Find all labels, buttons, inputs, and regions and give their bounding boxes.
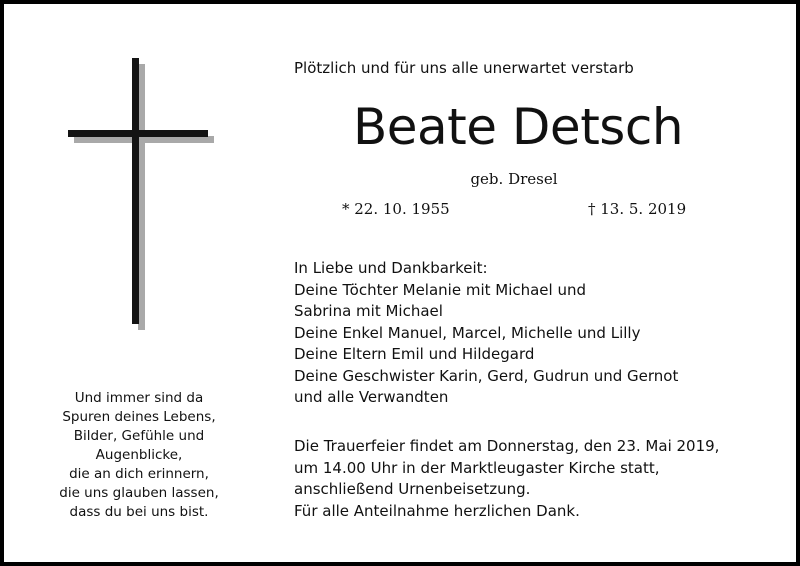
death-date: † 13. 5. 2019	[588, 200, 687, 218]
mourners-list	[294, 258, 678, 409]
cross-shadow-horizontal	[74, 136, 214, 143]
poem-line: die an dich erinnern,	[69, 466, 209, 482]
cross-icon	[64, 58, 214, 333]
poem-line: Augenblicke,	[95, 447, 183, 463]
deceased-name: Beate Detsch	[352, 98, 684, 156]
cross-shadow-vertical	[138, 64, 145, 330]
birth-name: geb. Dresel	[470, 170, 558, 188]
poem-line: die uns glauben lassen,	[59, 485, 219, 501]
memorial-poem	[34, 389, 244, 522]
poem-line: Spuren deines Lebens,	[62, 409, 216, 425]
service-line: Die Trauerfeier findet am Donnerstag, den 23. Mai 2019,	[294, 437, 720, 455]
mourners-line: Deine Töchter Melanie mit Michael und	[294, 280, 587, 299]
poem-line: Bilder, Gefühle und	[73, 428, 205, 444]
mourners-line: Deine Geschwister Karin, Gerd, Gudrun und Gernot	[294, 366, 679, 385]
mourners-line: und alle Verwandten	[294, 388, 449, 406]
poem-line: Und immer sind da	[74, 390, 204, 406]
mourners-line: In Liebe und Dankbarkeit:	[294, 259, 488, 277]
service-line: anschließend Urnenbeisetzung.	[294, 480, 531, 498]
birth-date: * 22. 10. 1955	[342, 200, 450, 218]
intro-text: Plötzlich und für uns alle unerwartet verstarb	[294, 59, 634, 77]
service-line: um 14.00 Uhr in der Marktleugaster Kirche statt,	[294, 458, 660, 477]
mourners-line: Sabrina mit Michael	[294, 302, 443, 320]
cross-bar-vertical	[132, 58, 139, 324]
mourners-line: Deine Enkel Manuel, Marcel, Michelle und Lilly	[294, 323, 641, 342]
service-line: Für alle Anteilnahme herzlichen Dank.	[294, 501, 580, 520]
service-info	[294, 436, 719, 522]
mourners-line: Deine Eltern Emil und Hildegard	[294, 345, 535, 363]
poem-line: dass du bei uns bist.	[69, 504, 209, 520]
cross-bar-horizontal	[68, 130, 208, 137]
